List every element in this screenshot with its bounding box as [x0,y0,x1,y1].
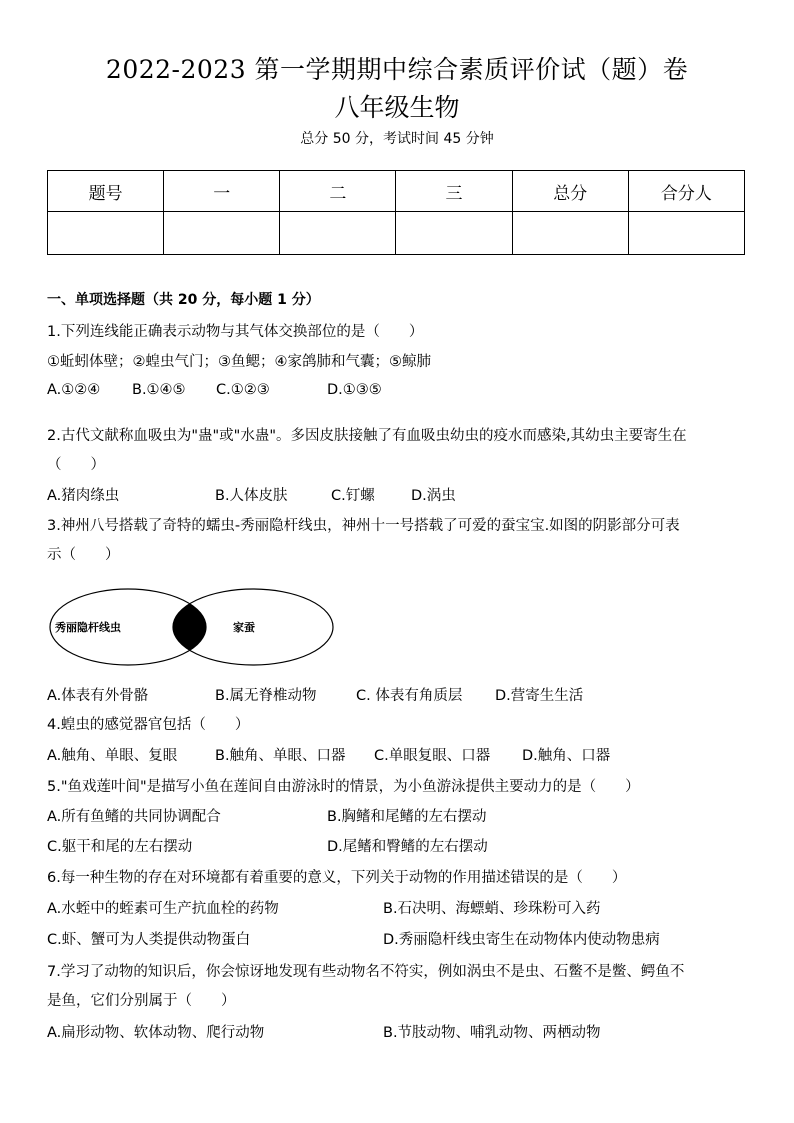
q3-option-d: D.营寄生生活 [495,688,584,704]
q5-option-d: D.尾鳍和臀鳍的左右摆动 [327,839,488,855]
q4-option-b: B.触角、单眼、口器 [215,748,346,764]
q5-option-c: C.躯干和尾的左右摆动 [47,839,193,855]
score-header-cell: 三 [396,171,512,212]
q4-option-c: C.单眼复眼、口器 [374,748,491,764]
question-5-stem: 5."鱼戏莲叶间"是描写小鱼在莲间自由游泳时的情景，为小鱼游泳提供主要动力的是（ ） [47,779,640,795]
question-2-stem: 2.古代文献称血吸虫为"蛊"或"水蛊"。多因皮肤接触了有血吸虫幼虫的疫水而感染,其幼虫主要寄生在 [47,428,687,444]
score-blank-cell [280,212,396,255]
q4-option-d: D.触角、口器 [522,748,611,764]
q6-option-a: A.水蛭中的蛭素可生产抗血栓的药物 [47,901,279,917]
question-2-stem-cont: （ ） [47,457,105,473]
q5-option-a: A.所有鱼鳍的共同协调配合 [47,809,221,825]
question-4-stem: 4.蝗虫的感觉器官包括（ ） [47,717,250,733]
score-header-cell: 总分 [512,171,628,212]
q2-option-b: B.人体皮肤 [215,488,288,504]
q3-option-b: B.属无脊椎动物 [215,688,317,704]
question-1-stem: 1.下列连线能正确表示动物与其气体交换部位的是（ ） [47,324,424,340]
q7-option-a: A.扁形动物、软体动物、爬行动物 [47,1025,265,1041]
question-7-stem-cont: 是鱼，它们分别属于（ ） [47,993,236,1009]
score-blank-cell [628,212,744,255]
score-table-header-row [48,171,745,212]
exam-title: 2022-2023 第一学期期中综合素质评价试（题）卷 [105,55,689,84]
question-7-stem: 7.学习了动物的知识后，你会惊讶地发现有些动物名不符实，例如涡虫不是虫、石鳖不是鳖、鳄鱼不 [47,964,685,980]
score-table-blank-row [48,212,745,255]
q1-option-a: A.①②④ [47,382,101,398]
q2-option-c: C.钉螺 [331,488,375,504]
venn-left-label: 秀丽隐杆线虫 [55,621,121,634]
venn-diagram [48,585,338,670]
q3-option-a: A.体表有外骨骼 [47,688,149,704]
score-header-cell: 二 [280,171,396,212]
score-header-cell: 合分人 [628,171,744,212]
question-6-stem: 6.每一种生物的存在对环境都有着重要的意义，下列关于动物的作用描述错误的是（ ） [47,870,627,886]
score-table [47,170,745,255]
score-blank-cell [396,212,512,255]
exam-subtitle: 八年级生物 [334,93,460,122]
score-blank-cell [48,212,164,255]
q7-option-b: B.节肢动物、哺乳动物、两栖动物 [383,1025,601,1041]
q1-option-d: D.①③⑤ [327,382,382,398]
q2-option-d: D.涡虫 [411,488,456,504]
q5-option-b: B.胸鳍和尾鳍的左右摆动 [327,809,487,825]
q4-option-a: A.触角、单眼、复眼 [47,748,178,764]
score-header-cell: 题号 [48,171,164,212]
q6-option-b: B.石决明、海螵蛸、珍珠粉可入药 [383,901,601,917]
question-1-statements: ①蚯蚓体壁；②蝗虫气门；③鱼鳃；④家鸽肺和气囊；⑤鲸肺 [47,354,431,370]
q6-option-d: D.秀丽隐杆线虫寄生在动物体内使动物患病 [383,932,660,948]
venn-right-label: 家蚕 [233,621,255,634]
q1-option-c: C.①②③ [216,382,270,398]
q1-option-b: B.①④⑤ [132,382,186,398]
q6-option-c: C.虾、蟹可为人类提供动物蛋白 [47,932,251,948]
exam-info: 总分 50 分，考试时间 45 分钟 [300,131,494,147]
section-heading: 一、单项选择题（共 20 分，每小题 1 分） [47,292,320,308]
score-header-cell: 一 [164,171,280,212]
q2-option-a: A.猪肉绦虫 [47,488,120,504]
question-3-stem: 3.神州八号搭载了奇特的蠕虫-秀丽隐杆线虫，神州十一号搭载了可爱的蚕宝宝.如图的阴影部分可表 [47,518,680,534]
score-blank-cell [512,212,628,255]
score-blank-cell [164,212,280,255]
question-3-stem-cont: 示（ ） [47,547,120,563]
q3-option-c: C. 体表有角质层 [356,688,463,704]
